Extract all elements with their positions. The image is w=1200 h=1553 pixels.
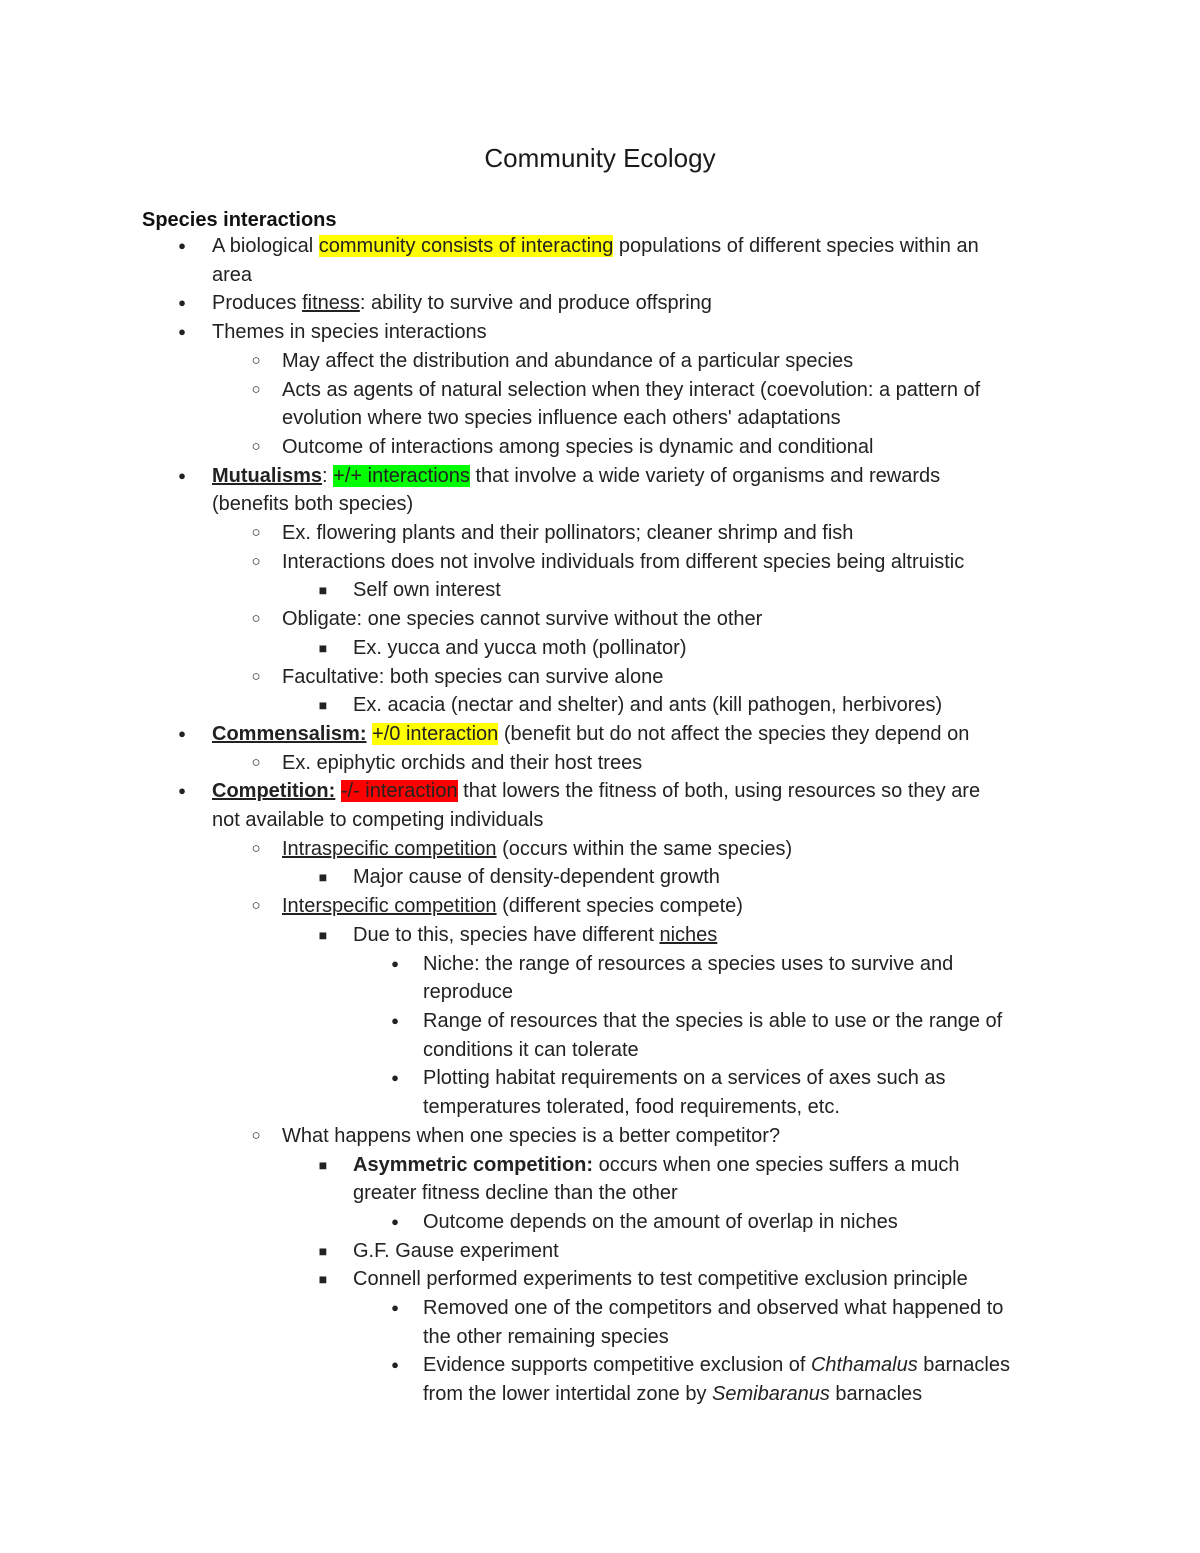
disc-bullet-icon: ●: [178, 783, 186, 799]
list-item-text: [423, 1323, 669, 1352]
list-item-text: [423, 978, 513, 1007]
list-item: [0, 548, 1200, 577]
text-span: that involve a wide variety of organisms and rewards: [469, 464, 941, 487]
list-item-text: [282, 749, 642, 778]
list-item: [0, 232, 1200, 261]
text-span: Major cause of density-dependent growth: [353, 866, 720, 889]
text-span: populations of different species within an: [613, 235, 979, 257]
list-item-text: [212, 232, 979, 261]
list-item: [0, 1064, 1200, 1093]
text-span: May affect the distribution and abundance of a particular species: [282, 349, 854, 372]
square-bullet-icon: ■: [318, 926, 328, 943]
list-item: [0, 376, 1200, 405]
list-item-text: [353, 1237, 559, 1266]
text-span-i: Chthamalus: [810, 1354, 918, 1377]
list-item: [0, 404, 1200, 433]
list-item: [0, 347, 1200, 376]
ring-bullet-icon: ○: [251, 667, 261, 685]
list-item-text: [423, 1007, 1002, 1036]
list-item: [0, 1323, 1200, 1352]
text-span-hl-yellow: +/0 interaction: [372, 722, 499, 745]
text-span: conditions it can tolerate: [423, 1038, 639, 1061]
text-span: occurs when one species suffers a much: [593, 1153, 960, 1176]
text-span: Self own interest: [353, 579, 501, 602]
text-span: :: [322, 464, 334, 487]
square-bullet-icon: ■: [318, 869, 328, 886]
text-span: barnacles: [829, 1383, 923, 1406]
list-item: [0, 1208, 1200, 1237]
text-span: A biological: [212, 235, 319, 257]
list-item-text: [282, 663, 663, 692]
text-span-b-u: Commensalism:: [212, 722, 367, 745]
text-span-u: niches: [659, 923, 718, 946]
text-span: Outcome of interactions among species is dynamic and conditional: [282, 435, 874, 458]
list-item-text: [423, 950, 953, 979]
notes-list: [0, 232, 1200, 1409]
list-item-text: [212, 806, 543, 835]
text-span: Produces: [212, 292, 303, 315]
list-item: [0, 433, 1200, 462]
text-span: temperatures tolerated, food requirements, etc.: [423, 1096, 840, 1119]
list-item: [0, 921, 1200, 950]
list-item: [0, 1179, 1200, 1208]
page-title: Community Ecology: [484, 143, 716, 173]
list-item-text: [353, 863, 720, 892]
square-bullet-icon: ■: [318, 1271, 328, 1288]
disc-bullet-icon: ●: [391, 1213, 399, 1229]
list-item-text: [282, 892, 743, 921]
text-span: Ex. acacia (nectar and shelter) and ants (kill pathogen, herbivores): [353, 694, 943, 717]
ring-bullet-icon: ○: [251, 610, 261, 628]
text-span: Ex. flowering plants and their pollinators; cleaner shrimp and fish: [282, 522, 854, 545]
text-span: greater fitness decline than the other: [353, 1182, 678, 1205]
disc-bullet-icon: ●: [391, 1070, 399, 1086]
disc-bullet-icon: ●: [391, 1357, 399, 1373]
list-item: [0, 892, 1200, 921]
text-span: Niche: the range of resources a species uses to survive and: [423, 952, 954, 975]
text-span: (benefit but do not affect the species they depend on: [498, 722, 970, 745]
list-item: [0, 1036, 1200, 1065]
disc-bullet-icon: ●: [391, 1300, 399, 1316]
list-item-text: [353, 1265, 968, 1294]
list-item: [0, 576, 1200, 605]
list-item-text: [282, 433, 873, 462]
list-item: [0, 749, 1200, 778]
text-span: Connell performed experiments to test competitive exclusion principle: [353, 1268, 968, 1291]
list-item-text: [423, 1351, 1010, 1380]
text-span-u: Intraspecific competition: [282, 837, 497, 860]
text-span: Obligate: one species cannot survive without the other: [282, 608, 763, 631]
text-span: (different species compete): [496, 895, 743, 918]
square-bullet-icon: ■: [318, 697, 328, 714]
list-item-text: [282, 835, 792, 864]
text-span: Acts as agents of natural selection when they interact (coevolution: a pattern of: [282, 378, 981, 401]
list-item: [0, 978, 1200, 1007]
list-item: [0, 490, 1200, 519]
text-span: that lowers the fitness of both, using resources so they are: [457, 780, 981, 803]
text-span: Removed one of the competitors and observed what happened to: [423, 1297, 1004, 1320]
text-span: area: [212, 263, 253, 286]
list-item-text: [212, 289, 712, 318]
ring-bullet-icon: ○: [251, 524, 261, 542]
ring-bullet-icon: ○: [251, 380, 261, 398]
ring-bullet-icon: ○: [251, 351, 261, 369]
text-span: from the lower intertidal zone by: [423, 1383, 713, 1406]
ring-bullet-icon: ○: [251, 897, 261, 915]
square-bullet-icon: ■: [318, 639, 328, 656]
list-item-text: [212, 720, 969, 749]
list-item: [0, 1093, 1200, 1122]
list-item-text: [423, 1093, 840, 1122]
text-span-b: Asymmetric competition:: [353, 1153, 594, 1176]
text-span: Due to this, species have different: [353, 923, 660, 946]
text-span-hl-red: -/- interaction: [340, 780, 458, 803]
list-item: [0, 863, 1200, 892]
list-item-text: [423, 1294, 1003, 1323]
list-item-text: [282, 1122, 780, 1151]
ring-bullet-icon: ○: [251, 839, 261, 857]
list-item: [0, 835, 1200, 864]
list-item-text: [282, 519, 853, 548]
list-item: [0, 1351, 1200, 1380]
disc-bullet-icon: ●: [178, 467, 186, 483]
list-item: [0, 519, 1200, 548]
list-item: [0, 605, 1200, 634]
list-item: [0, 1237, 1200, 1266]
list-item-text: [353, 634, 687, 663]
list-item: [0, 720, 1200, 749]
list-item: [0, 806, 1200, 835]
list-item-text: [423, 1036, 639, 1065]
ring-bullet-icon: ○: [251, 753, 261, 771]
text-span: Ex. epiphytic orchids and their host trees: [282, 751, 643, 774]
text-span: What happens when one species is a better competitor?: [282, 1124, 781, 1147]
list-item-text: [212, 318, 487, 347]
text-span-b-u: Mutualisms: [212, 464, 323, 487]
text-span: Evidence supports competitive exclusion of: [423, 1354, 811, 1377]
list-item: [0, 1380, 1200, 1409]
list-item-text: [353, 576, 501, 605]
text-span: reproduce: [423, 981, 514, 1004]
square-bullet-icon: ■: [318, 582, 328, 599]
list-item: [0, 1151, 1200, 1180]
square-bullet-icon: ■: [318, 1242, 328, 1259]
list-item-text: [353, 1151, 960, 1180]
text-span-hl-green: +/+ interactions: [333, 464, 470, 487]
text-span: not available to competing individuals: [212, 809, 544, 832]
list-item-text: [212, 777, 980, 806]
square-bullet-icon: ■: [318, 1156, 328, 1173]
list-item: [0, 1122, 1200, 1151]
list-item-text: [282, 605, 762, 634]
text-span: (benefits both species): [212, 493, 414, 516]
section-heading: Species interactions: [142, 209, 337, 231]
list-item-text: [212, 261, 252, 290]
list-item: [0, 634, 1200, 663]
list-item-text: [423, 1064, 946, 1093]
text-span: Interactions does not involve individuals from different species being altruistic: [282, 550, 965, 573]
list-item: [0, 462, 1200, 491]
list-item: [0, 950, 1200, 979]
text-span-i: Semibaranus: [712, 1383, 830, 1406]
list-item: [0, 1294, 1200, 1323]
text-span-b-u: Competition:: [212, 780, 336, 803]
text-span-hl-yellow: community consists of interacting: [318, 235, 614, 257]
list-item: [0, 289, 1200, 318]
list-item: [0, 1007, 1200, 1036]
list-item-text: [212, 462, 940, 491]
ring-bullet-icon: ○: [251, 1126, 261, 1144]
list-item: [0, 261, 1200, 290]
ring-bullet-icon: ○: [251, 437, 261, 455]
list-item: [0, 663, 1200, 692]
list-item: [0, 777, 1200, 806]
disc-bullet-icon: ●: [178, 238, 186, 253]
list-item-text: [282, 376, 980, 405]
list-item-text: [353, 1179, 678, 1208]
text-span: Range of resources that the species is able to use or the range of: [423, 1009, 1003, 1032]
text-span: Plotting habitat requirements on a services of axes such as: [423, 1067, 946, 1090]
text-span: the other remaining species: [423, 1325, 669, 1348]
list-item-text: [353, 921, 717, 950]
text-span: Outcome depends on the amount of overlap in niches: [423, 1210, 898, 1233]
list-item-text: [212, 490, 413, 519]
disc-bullet-icon: ●: [391, 1012, 399, 1028]
list-item-text: [282, 548, 964, 577]
disc-bullet-icon: ●: [391, 955, 399, 971]
list-item-text: [423, 1208, 898, 1237]
text-span-u: Interspecific competition: [282, 895, 497, 918]
text-span: Themes in species interactions: [212, 321, 487, 344]
list-item-text: [423, 1380, 922, 1409]
text-span: (occurs within the same species): [496, 837, 793, 860]
list-item: [0, 1265, 1200, 1294]
text-span: : ability to survive and produce offspring: [359, 292, 712, 315]
text-span: G.F. Gause experiment: [353, 1239, 559, 1262]
ring-bullet-icon: ○: [251, 552, 261, 570]
text-span: barnacles: [917, 1354, 1010, 1377]
text-span: evolution where two species influence each others' adaptations: [282, 407, 841, 430]
text-span: Facultative: both species can survive alone: [282, 665, 664, 688]
list-item-text: [353, 691, 942, 720]
list-item: [0, 691, 1200, 720]
list-item: [0, 318, 1200, 347]
list-item-text: [282, 404, 841, 433]
text-span: Ex. yucca and yucca moth (pollinator): [353, 636, 687, 659]
list-item-text: [282, 347, 853, 376]
disc-bullet-icon: ●: [178, 295, 186, 311]
text-span-u: fitness: [302, 292, 360, 315]
disc-bullet-icon: ●: [178, 725, 186, 741]
disc-bullet-icon: ●: [178, 324, 186, 340]
